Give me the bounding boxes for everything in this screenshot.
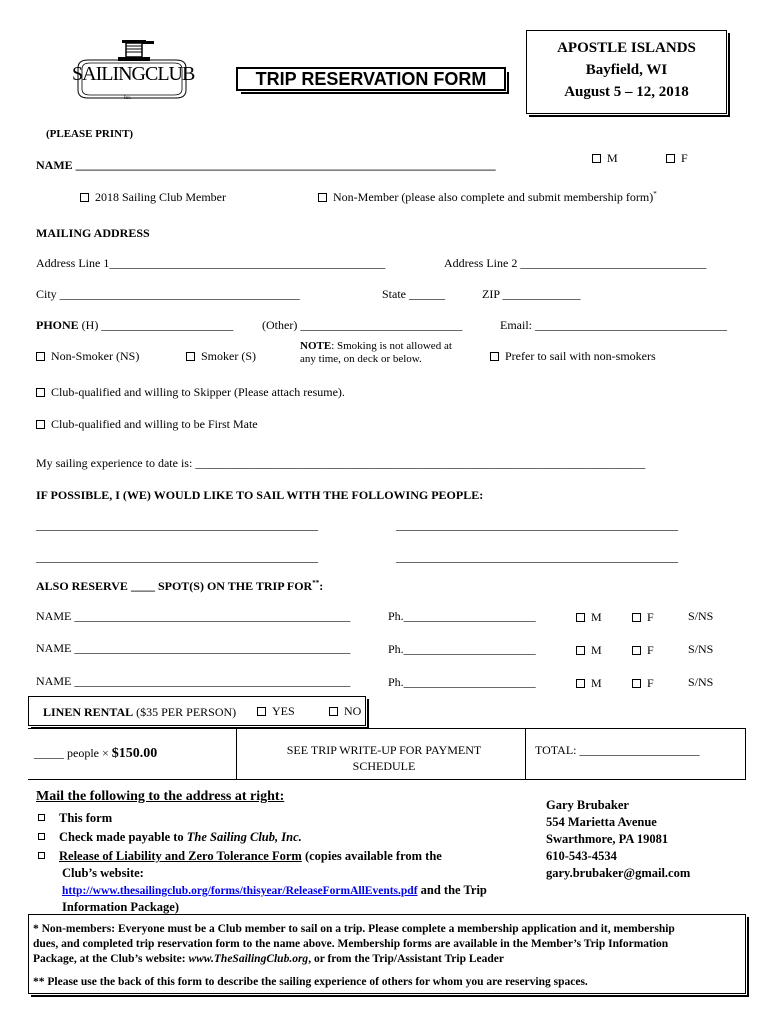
smoker-option[interactable]: Smoker (S): [186, 349, 256, 364]
checkbox-icon[interactable]: [329, 707, 338, 716]
checkbox-icon[interactable]: [186, 352, 195, 361]
mail-heading: Mail the following to the address at right:: [36, 789, 285, 804]
sail-with-field-1[interactable]: _______________________________________________: [36, 518, 318, 532]
reserve-phone-field[interactable]: Ph.______________________: [388, 609, 536, 623]
checkbox-icon[interactable]: [490, 352, 499, 361]
prefer-non-smokers-option[interactable]: Prefer to sail with non-smokers: [490, 349, 656, 364]
notes-box: [28, 914, 746, 994]
reserve-f-option[interactable]: F: [632, 610, 654, 625]
mail-item-release-line4: Information Package): [62, 900, 179, 914]
reserve-name-field[interactable]: NAME ______________________________________________: [36, 674, 351, 688]
please-print: (PLEASE PRINT): [46, 128, 134, 140]
checkbox-icon[interactable]: [36, 388, 45, 397]
mail-item-release-line3: http://www.thesailingclub.org/forms/thisyear/ReleaseFormAllEvents.pdf and the Trip: [62, 883, 487, 897]
address-name: Gary Brubaker: [546, 798, 629, 812]
reserve-f-option[interactable]: F: [632, 643, 654, 658]
reserve-f-option[interactable]: F: [632, 676, 654, 691]
checkbox-icon[interactable]: [576, 679, 585, 688]
trip-destination: APOSTLE ISLANDS: [557, 40, 696, 56]
address-city: Swarthmore, PA 19081: [546, 832, 669, 846]
gender-f-option[interactable]: F: [666, 151, 688, 166]
reserve-sns-label: S/NS: [688, 675, 714, 689]
payment-grid: [28, 728, 746, 780]
reserve-name-field[interactable]: NAME ______________________________________________: [36, 609, 351, 623]
sail-with-field-2[interactable]: _______________________________________________: [396, 518, 678, 532]
checkbox-icon[interactable]: [592, 154, 601, 163]
form-title: TRIP RESERVATION FORM: [236, 67, 506, 91]
checkbox-icon[interactable]: [632, 646, 641, 655]
state-field[interactable]: State ______: [382, 287, 445, 301]
address-street: 554 Marietta Avenue: [546, 815, 657, 829]
note-line: ** Please use the back of this form to describe the sailing experience of others for whom you are reserving spaces.: [33, 976, 588, 988]
logo-sub: Inc.: [124, 96, 132, 101]
people-count-field[interactable]: _____ people × $150.00: [34, 746, 158, 761]
also-reserve-heading: ALSO RESERVE ____ SPOT(S) ON THE TRIP FOR**:: [36, 579, 324, 593]
checkbox-icon[interactable]: [257, 707, 266, 716]
reserve-m-option[interactable]: M: [576, 610, 602, 625]
mail-item-form: This form: [38, 811, 112, 826]
non-member-option[interactable]: Non-Member (please also complete and submit membership form)*: [318, 190, 657, 205]
name-field[interactable]: NAME ______________________________________________________________________: [36, 158, 496, 172]
reserve-phone-field[interactable]: Ph.______________________: [388, 675, 536, 689]
checkbox-icon[interactable]: [576, 613, 585, 622]
note-line: Package, at the Club’s website: www.TheSailingClub.org, or from the Trip/Assistant Trip Leader: [33, 953, 505, 965]
checkbox-icon[interactable]: [576, 646, 585, 655]
linen-rental-box: [28, 696, 366, 726]
experience-field[interactable]: My sailing experience to date is: ___________________________________________________________________________: [36, 456, 646, 470]
checkbox-icon[interactable]: [80, 193, 89, 202]
phone-home-field[interactable]: PHONE (H) ______________________: [36, 318, 234, 332]
reserve-m-option[interactable]: M: [576, 643, 602, 658]
linen-label: LINEN RENTAL ($35 PER PERSON): [43, 705, 237, 719]
note-line: * Non-members: Everyone must be a Club member to sail on a trip. Please complete a membership application and it, membership: [33, 923, 675, 935]
phone-other-field[interactable]: (Other) ___________________________: [262, 318, 463, 332]
mailing-address-heading: MAILING ADDRESS: [36, 226, 150, 240]
logo-text: SAILINGCLUB: [72, 63, 195, 85]
reserve-sns-label: S/NS: [688, 609, 714, 623]
first-mate-option[interactable]: Club-qualified and willing to be First Mate: [36, 417, 258, 432]
address-line1-field[interactable]: Address Line 1______________________________________________: [36, 256, 386, 270]
address-email: gary.brubaker@gmail.com: [546, 866, 691, 880]
checkbox-icon[interactable]: [666, 154, 675, 163]
mailing-address-block: [546, 797, 690, 882]
sail-with-heading: IF POSSIBLE, I (WE) WOULD LIKE TO SAIL WITH THE FOLLOWING PEOPLE:: [36, 488, 484, 502]
total-field[interactable]: TOTAL: ____________________: [535, 743, 700, 757]
linen-no-option[interactable]: NO: [329, 704, 361, 719]
mail-item-release: Release of Liability and Zero Tolerance Form (copies available from the: [38, 849, 442, 864]
sail-with-field-4[interactable]: _______________________________________________: [396, 550, 678, 564]
reserve-m-option[interactable]: M: [576, 676, 602, 691]
city-field[interactable]: City ________________________________________: [36, 287, 300, 301]
sail-with-field-3[interactable]: _______________________________________________: [36, 550, 318, 564]
checkbox-icon[interactable]: [632, 613, 641, 622]
gender-m-option[interactable]: M: [592, 151, 618, 166]
zip-field[interactable]: ZIP _____________: [482, 287, 581, 301]
checkbox-icon[interactable]: [632, 679, 641, 688]
mail-item-check: Check made payable to The Sailing Club, Inc.: [38, 830, 302, 845]
sailing-club-logo: [68, 38, 196, 106]
skipper-option[interactable]: Club-qualified and willing to Skipper (Please attach resume).: [36, 385, 345, 400]
reserve-phone-field[interactable]: Ph.______________________: [388, 642, 536, 656]
reserve-sns-label: S/NS: [688, 642, 714, 656]
checkbox-icon[interactable]: [36, 352, 45, 361]
trip-location: Bayfield, WI: [585, 62, 668, 78]
payment-schedule-note: SEE TRIP WRITE-UP FOR PAYMENT SCHEDULE: [286, 743, 482, 773]
checkbox-icon[interactable]: [36, 420, 45, 429]
trip-dates: August 5 – 12, 2018: [564, 84, 689, 100]
release-form-link[interactable]: http://www.thesailingclub.org/forms/thisyear/ReleaseFormAllEvents.pdf: [62, 885, 418, 897]
smoking-note: NOTE: Smoking is not allowed at any time, on deck or below.: [300, 340, 452, 365]
note-line: dues, and completed trip reservation form to the name above. Membership forms are available in the Member’s Trip Information: [33, 938, 669, 950]
address-phone: 610-543-4534: [546, 849, 617, 863]
trip-info-box: [526, 30, 727, 114]
mail-item-release-line2: Club’s website:: [62, 866, 144, 880]
reserve-name-field[interactable]: NAME ______________________________________________: [36, 641, 351, 655]
address-line2-field[interactable]: Address Line 2 _______________________________: [444, 256, 707, 270]
member-option[interactable]: 2018 Sailing Club Member: [80, 190, 226, 205]
linen-yes-option[interactable]: YES: [257, 704, 295, 719]
non-smoker-option[interactable]: Non-Smoker (NS): [36, 349, 139, 364]
email-field[interactable]: Email: ________________________________: [500, 318, 727, 332]
checkbox-icon[interactable]: [318, 193, 327, 202]
